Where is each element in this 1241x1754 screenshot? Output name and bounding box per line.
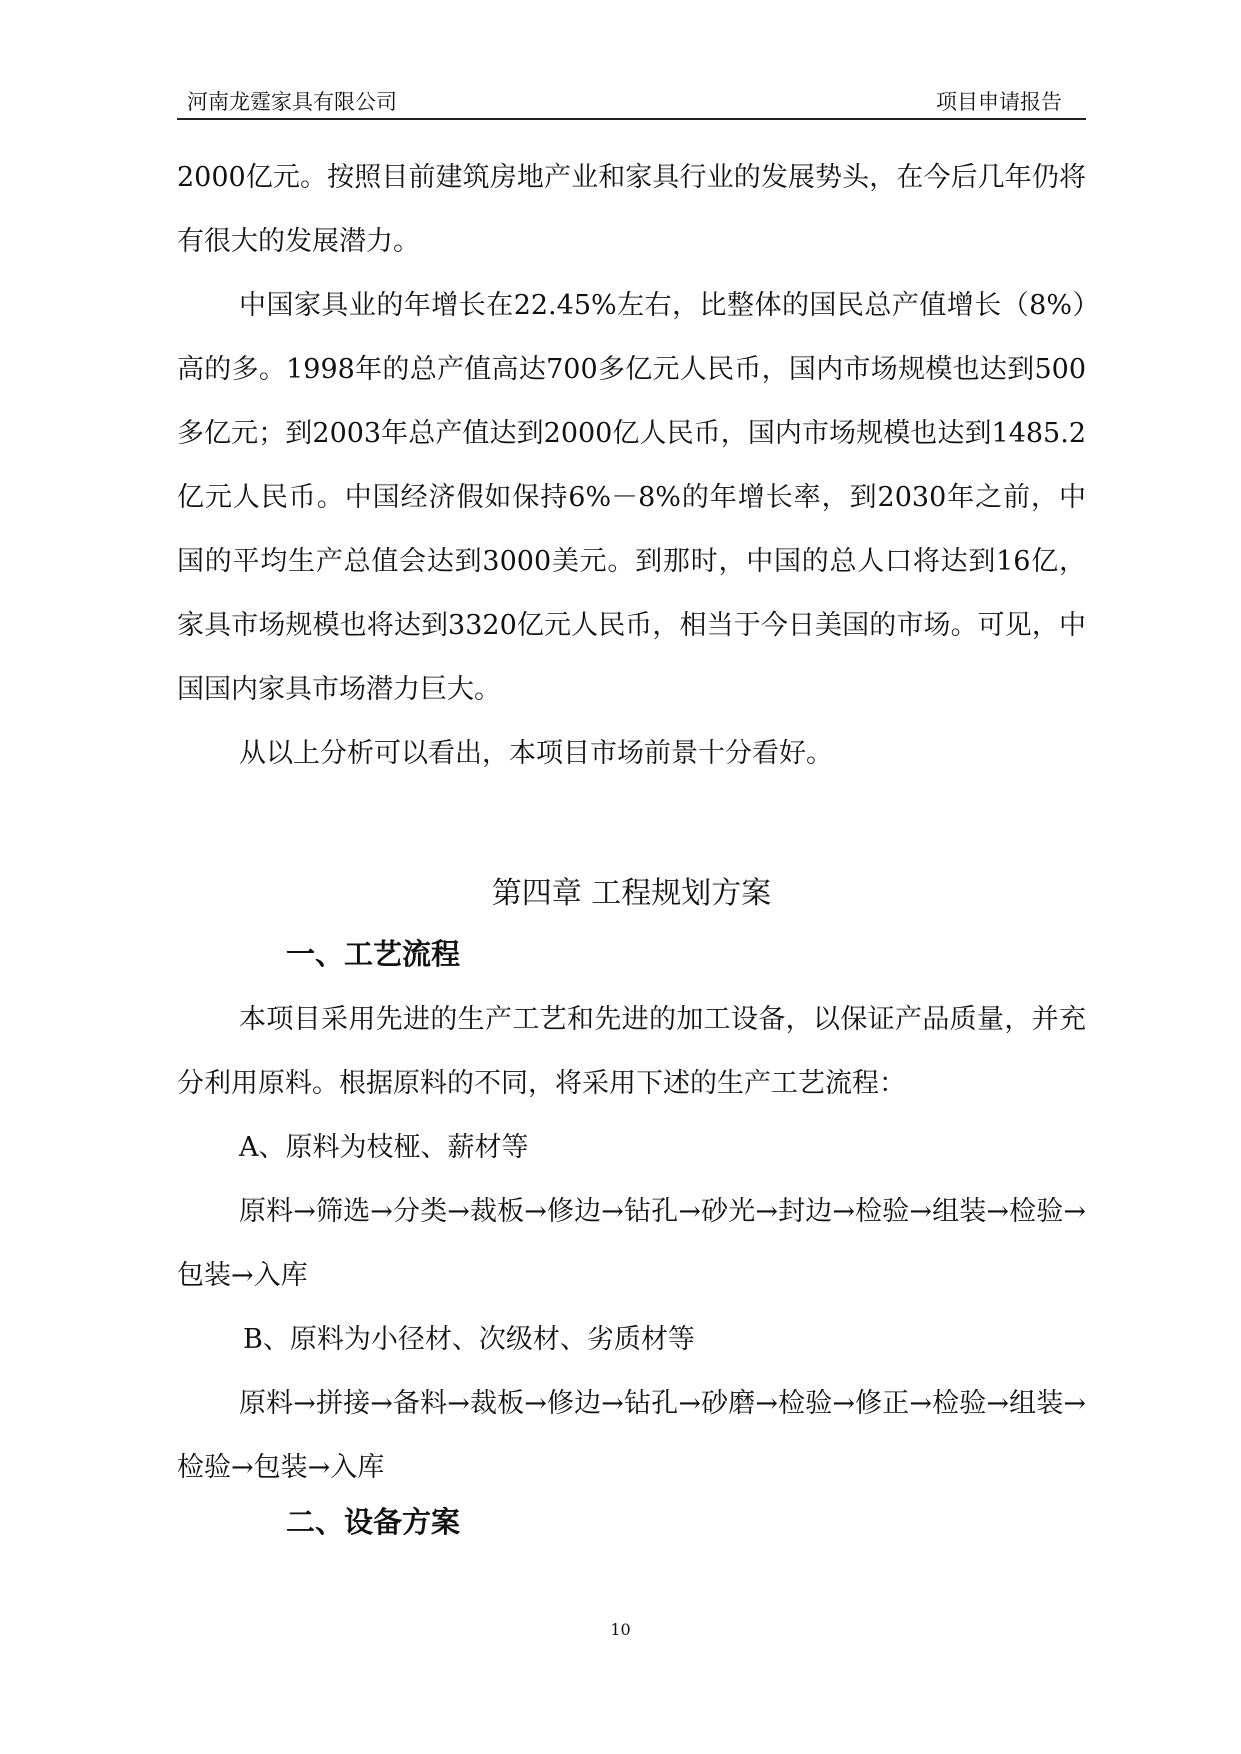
paragraph-conclusion: 从以上分析可以看出，本项目市场前景十分看好。 xyxy=(239,738,833,769)
section-title-equipment: 二、设备方案 xyxy=(286,1505,461,1539)
process-b-flow: 原料→拼接→备料→裁板→修边→钻孔→砂磨→检验→修正→检验→组装→检验→包装→入库 xyxy=(177,1388,1086,1483)
header-doc-type: 项目申请报告 xyxy=(936,90,1062,114)
paragraph-growth: 中国家具业的年增长在22.45%左右，比整体的国民总产值增长（8%）高的多。1998年的总产值高达700多亿元人民币，国内市场规模也达到500多亿元；到2003年总产值达到2000亿人民币，国内市场规模也达到1485.2亿元人民币。中国经济假如保持6%－8%的年增长率，到2030年之前，中国的平均生产总值会达到3000美元。到那时，中国的总人口将达到16亿，家具市场规模也将达到3320亿元人民币，相当于今日美国的市场。可见，中国国内家具市场潜力巨大。 xyxy=(177,290,1086,705)
page-number: 10 xyxy=(610,1620,631,1639)
market-analysis-text xyxy=(177,146,1086,786)
chapter-title: 第四章 工程规划方案 xyxy=(491,876,772,911)
header-company: 河南龙霆家具有限公司 xyxy=(187,90,397,114)
section-title-process: 一、工艺流程 xyxy=(286,937,461,971)
process-intro: 本项目采用先进的生产工艺和先进的加工设备，以保证产品质量，并充分利用原料。根据原料的不同，将采用下述的生产工艺流程： xyxy=(177,1004,1086,1099)
process-a-label: A、原料为枝桠、薪材等 xyxy=(239,1132,529,1163)
process-text xyxy=(177,988,1086,1500)
paragraph-continuation: 2000亿元。按照目前建筑房地产业和家具行业的发展势头，在今后几年仍将有很大的发展潜力。 xyxy=(177,162,1086,257)
process-a-flow: 原料→筛选→分类→裁板→修边→钻孔→砂光→封边→检验→组装→检验→包装→入库 xyxy=(177,1196,1086,1291)
page-header xyxy=(177,84,1086,120)
process-b-label: B、原料为小径材、次级材、劣质材等 xyxy=(243,1324,695,1355)
